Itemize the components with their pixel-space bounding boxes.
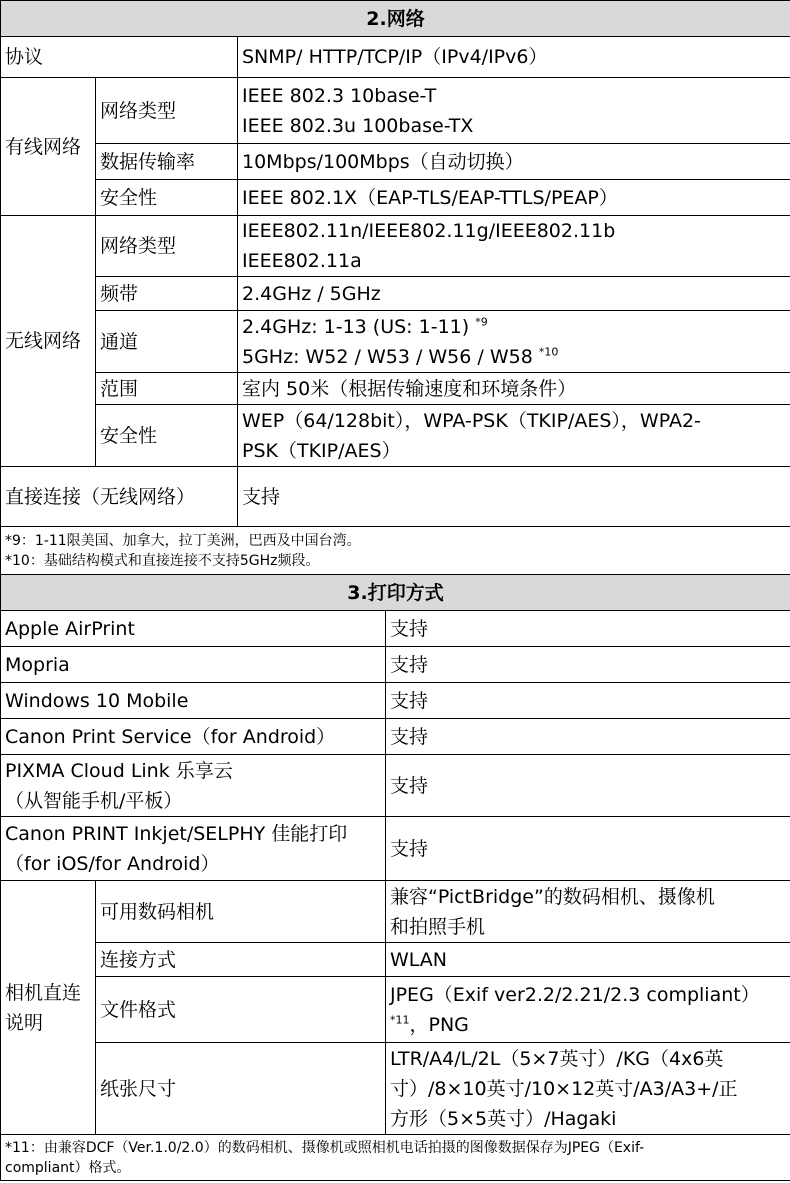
camera-paper-value xyxy=(386,1043,790,1135)
print-method-label: Mopria xyxy=(1,647,386,683)
wired-security-row xyxy=(1,180,790,216)
camera-paper-line2: 寸）/8×10英寸/10×12英寸/A3/A3+/正 xyxy=(390,1077,738,1100)
print-method-label xyxy=(1,817,386,881)
camera-paper-line1: LTR/A4/L/2L（5×7英寸）/KG（4x6英 xyxy=(390,1047,724,1070)
footnote-ref-11: *11 xyxy=(390,1013,410,1027)
footnote-ref-10: *10 xyxy=(538,345,559,359)
wireless-channel-label: 通道 xyxy=(96,311,238,373)
wired-rate-value: 10Mbps/100Mbps（自动切换） xyxy=(238,144,790,180)
camera-format-line1: JPEG（Exif ver2.2/2.21/2.3 compliant） xyxy=(390,983,760,1006)
print-footnotes xyxy=(1,1135,790,1181)
footnote-10: *10：基础结构模式和直接连接不支持5GHz频段。 xyxy=(5,552,320,569)
network-section-header-row xyxy=(1,1,790,37)
footnote-ref-9: *9 xyxy=(475,315,488,329)
wireless-band-row xyxy=(1,277,790,311)
cloud-link-line1: PIXMA Cloud Link 乐享云 xyxy=(5,759,233,782)
footnote-11-line2: compliant）格式。 xyxy=(5,1159,131,1176)
wireless-range-label: 范围 xyxy=(96,373,238,405)
wireless-channel-line2: 5GHz: W52 / W53 / W56 / W58 xyxy=(242,345,533,368)
wired-security-label: 安全性 xyxy=(96,180,238,216)
print-method-row xyxy=(1,817,790,881)
print-method-row xyxy=(1,755,790,817)
wireless-security-line2: PSK（TKIP/AES） xyxy=(242,439,401,462)
canon-print-line1: Canon PRINT Inkjet/SELPHY 佳能打印 xyxy=(5,822,348,845)
camera-connection-label: 连接方式 xyxy=(96,943,386,977)
camera-type-line2: 和拍照手机 xyxy=(390,915,486,938)
wired-network-type-label: 网络类型 xyxy=(96,78,238,144)
print-section-title: 3.打印方式 xyxy=(1,575,790,611)
network-footnotes-row xyxy=(1,527,790,575)
camera-direct-label-line1: 相机直连 xyxy=(5,981,82,1004)
print-method-row xyxy=(1,719,790,755)
cloud-link-line2: （从智能手机/平板） xyxy=(5,789,183,812)
wireless-security-value xyxy=(238,405,790,467)
print-method-value: 支持 xyxy=(386,647,790,683)
direct-connection-value: 支持 xyxy=(238,467,790,527)
print-method-label xyxy=(1,755,386,817)
print-method-value: 支持 xyxy=(386,719,790,755)
camera-paper-row xyxy=(1,1043,790,1135)
print-method-row xyxy=(1,647,790,683)
print-method-label: Apple AirPrint xyxy=(1,611,386,647)
wireless-channel-line1: 2.4GHz: 1-13 (US: 1-11) xyxy=(242,315,470,338)
camera-format-value xyxy=(386,977,790,1043)
canon-print-line2: （for iOS/for Android） xyxy=(5,852,220,875)
wired-network-type-value xyxy=(238,78,790,144)
network-footnotes xyxy=(1,527,790,575)
wired-security-value: IEEE 802.1X（EAP-TLS/EAP-TTLS/PEAP） xyxy=(238,180,790,216)
wireless-network-type-line2: IEEE802.11a xyxy=(242,250,362,272)
wireless-network-type-row xyxy=(1,216,790,277)
network-section-title: 2.网络 xyxy=(1,1,790,37)
camera-connection-value: WLAN xyxy=(386,943,790,977)
print-method-value: 支持 xyxy=(386,683,790,719)
wireless-security-label: 安全性 xyxy=(96,405,238,467)
wireless-network-type-value xyxy=(238,216,790,277)
camera-direct-label xyxy=(1,881,96,1135)
wireless-range-value: 室内 50米（根据传输速度和环境条件） xyxy=(238,373,790,405)
protocol-row xyxy=(1,37,790,78)
camera-type-value xyxy=(386,881,790,943)
direct-connection-row xyxy=(1,467,790,527)
camera-format-line2: ，PNG xyxy=(409,1013,469,1036)
print-method-row xyxy=(1,611,790,647)
protocol-value: SNMP/ HTTP/TCP/IP（IPv4/IPv6） xyxy=(238,37,790,78)
wireless-range-row xyxy=(1,373,790,405)
camera-paper-label: 纸张尺寸 xyxy=(96,1043,386,1135)
print-method-label: Windows 10 Mobile xyxy=(1,683,386,719)
print-method-value: 支持 xyxy=(386,755,790,817)
wireless-network-type-label: 网络类型 xyxy=(96,216,238,277)
direct-connection-label: 直接连接（无线网络） xyxy=(1,467,238,527)
print-section-header-row xyxy=(1,575,790,611)
wireless-channel-value xyxy=(238,311,790,373)
wired-network-label: 有线网络 xyxy=(1,78,96,216)
wired-rate-label: 数据传输率 xyxy=(96,144,238,180)
print-method-label: Canon Print Service（for Android） xyxy=(1,719,386,755)
wireless-band-label: 频带 xyxy=(96,277,238,311)
camera-paper-line3: 方形（5×5英寸）/Hagaki xyxy=(390,1107,617,1130)
wired-network-type-line1: IEEE 802.3 10base-T xyxy=(242,84,437,107)
wireless-security-row xyxy=(1,405,790,467)
footnote-11-line1: *11：由兼容DCF（Ver.1.0/2.0）的数码相机、摄像机或照相机电话拍摄的图像数据保存为JPEG（Exif- xyxy=(5,1139,645,1156)
print-method-row xyxy=(1,683,790,719)
camera-type-line1: 兼容“PictBridge”的数码相机、摄像机 xyxy=(390,885,715,908)
wireless-channel-row xyxy=(1,311,790,373)
wired-rate-row xyxy=(1,144,790,180)
wired-network-type-row xyxy=(1,78,790,144)
camera-format-label: 文件格式 xyxy=(96,977,386,1043)
print-method-value: 支持 xyxy=(386,611,790,647)
wireless-network-type-line1: IEEE802.11n/IEEE802.11g/IEEE802.11b xyxy=(242,220,616,242)
camera-format-row xyxy=(1,977,790,1043)
camera-connection-row xyxy=(1,943,790,977)
camera-type-label: 可用数码相机 xyxy=(96,881,386,943)
wireless-network-label: 无线网络 xyxy=(1,216,96,467)
wireless-band-value: 2.4GHz / 5GHz xyxy=(238,277,790,311)
wired-network-type-line2: IEEE 802.3u 100base-TX xyxy=(242,114,474,137)
camera-type-row xyxy=(1,881,790,943)
camera-direct-label-line2: 说明 xyxy=(5,1011,44,1034)
wireless-security-line1: WEP（64/128bit），WPA-PSK（TKIP/AES），WPA2- xyxy=(242,409,701,432)
print-footnotes-row xyxy=(1,1135,790,1181)
footnote-9: *9：1-11限美国、加拿大，拉丁美洲，巴西及中国台湾。 xyxy=(5,532,361,549)
protocol-label: 协议 xyxy=(1,37,238,78)
print-method-value: 支持 xyxy=(386,817,790,881)
